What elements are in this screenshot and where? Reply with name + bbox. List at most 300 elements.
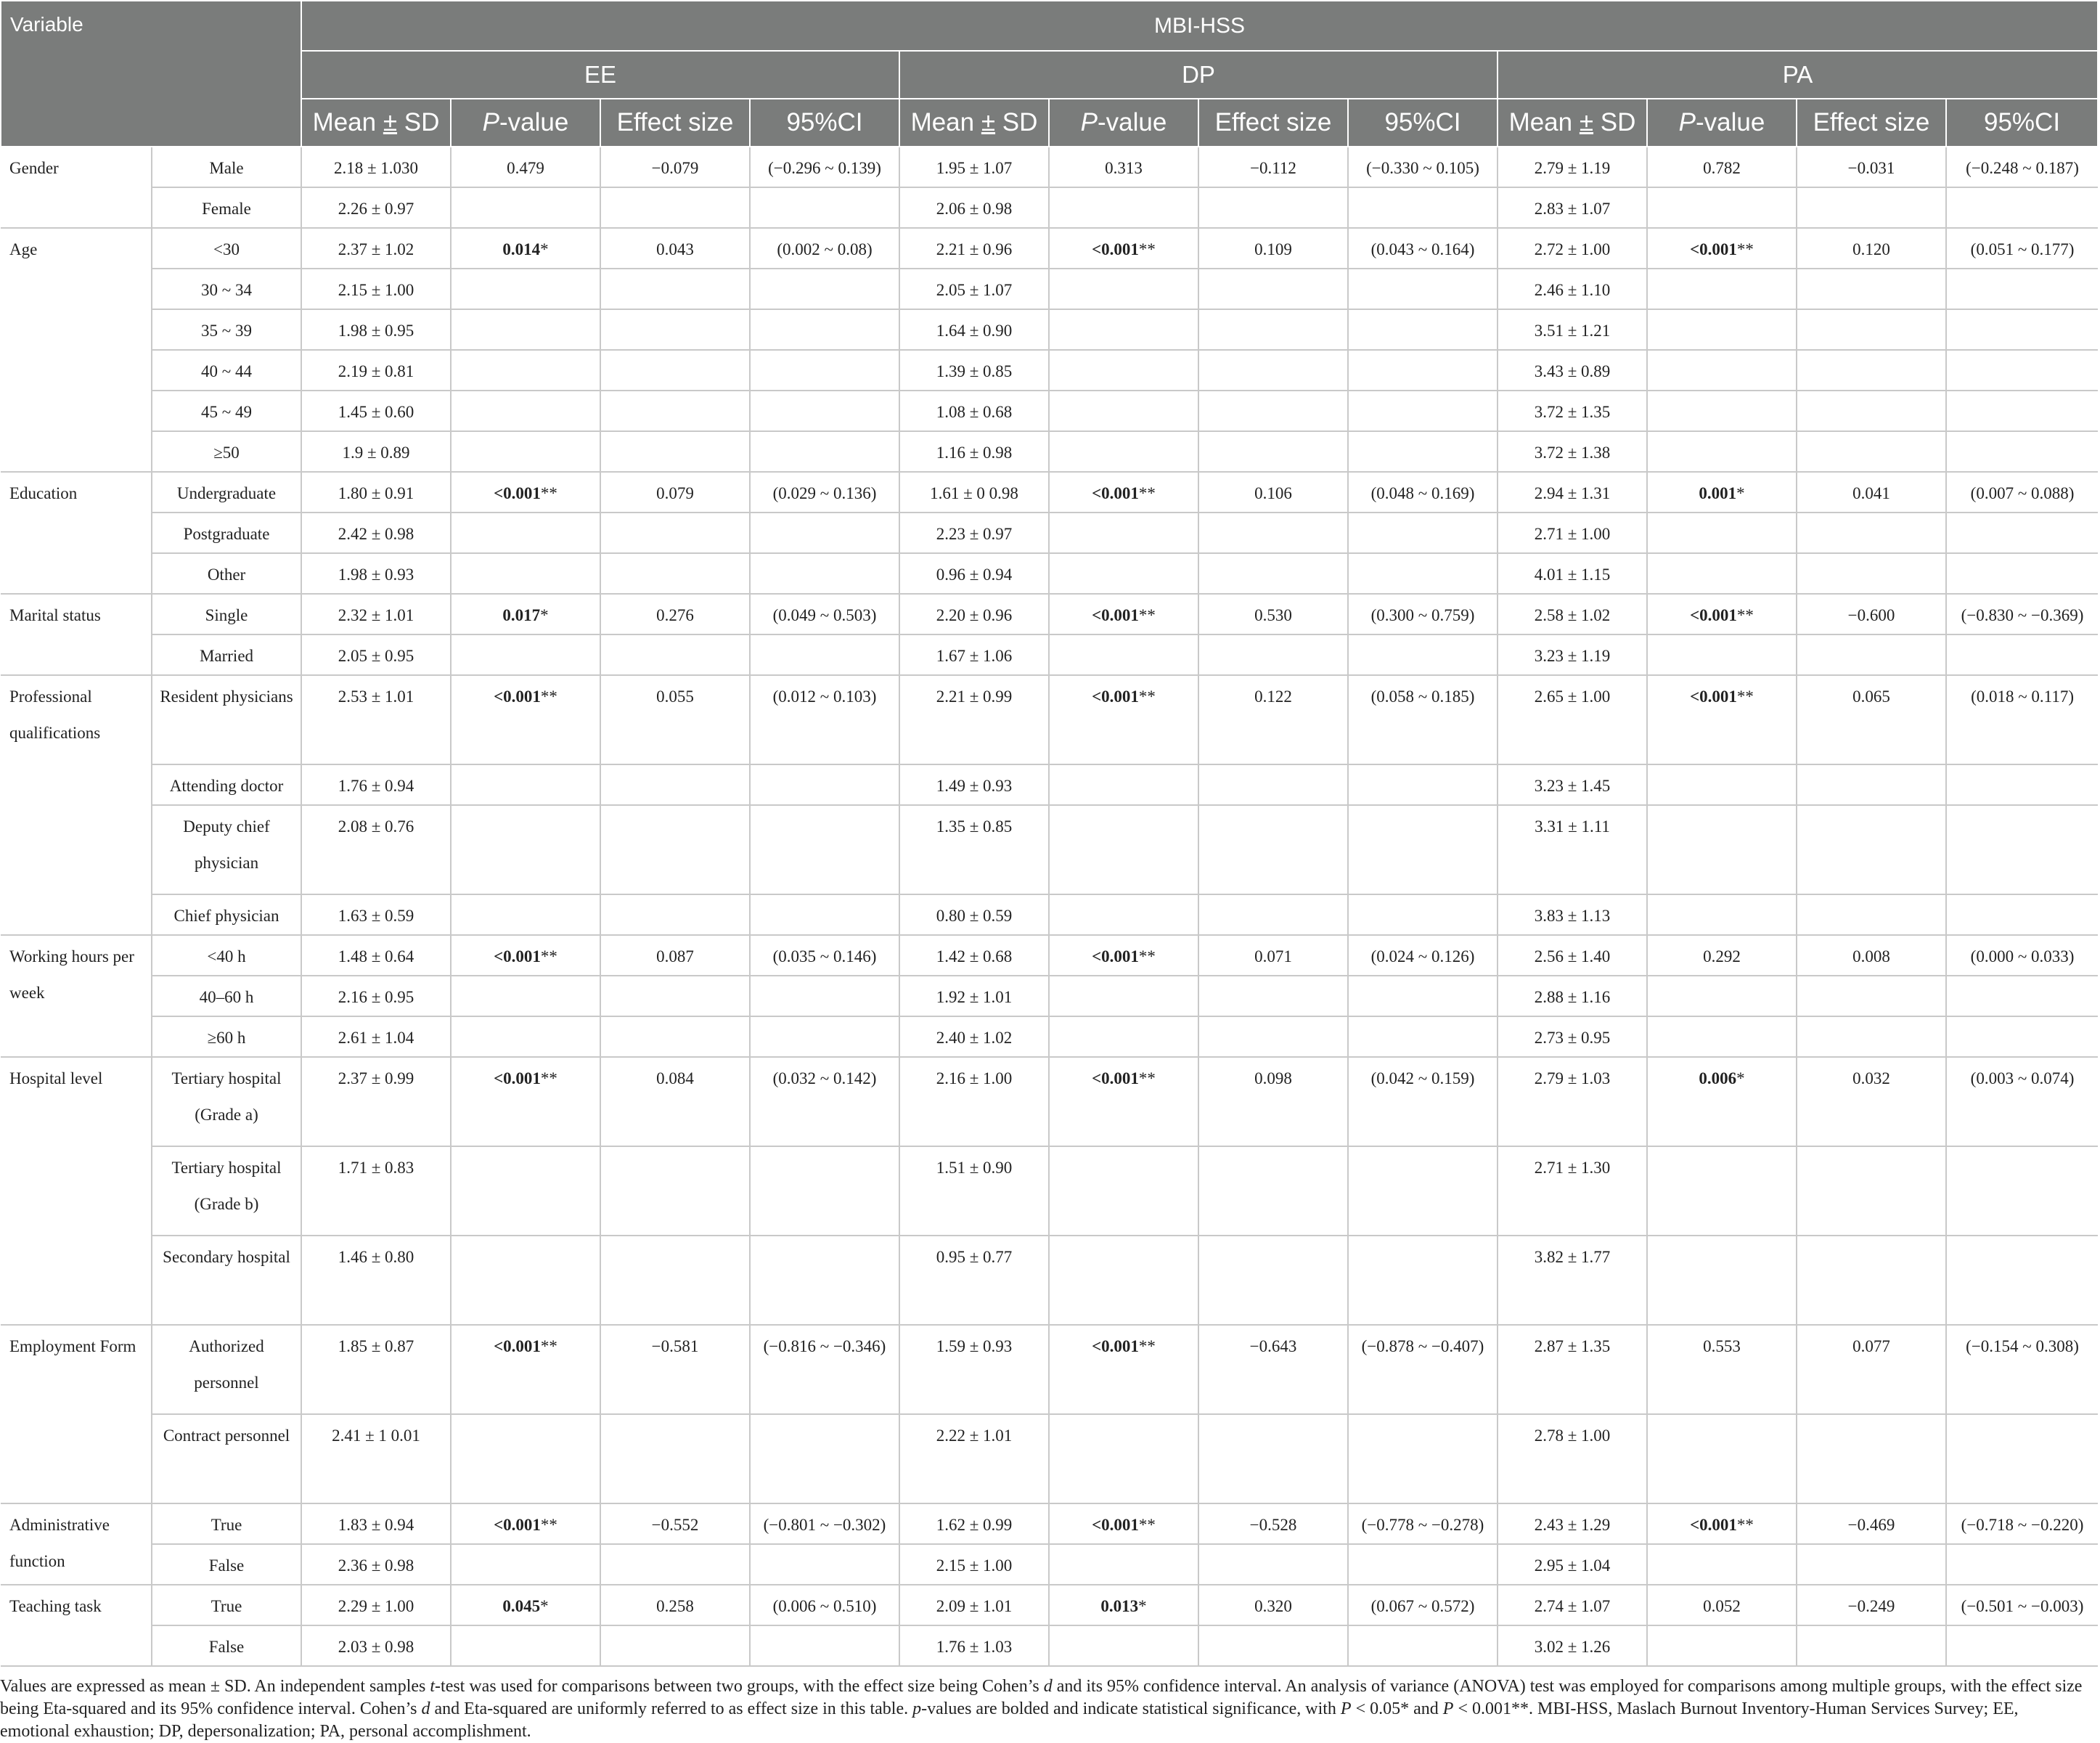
ee-effect-size — [600, 513, 750, 553]
header-col-dp-1 — [1049, 99, 1198, 147]
ee-mean-sd — [301, 764, 451, 805]
variable-label — [1, 1325, 152, 1503]
dp-p-value-number: <0.001 — [1092, 1337, 1139, 1355]
pa-p-value — [1647, 634, 1797, 675]
table-row — [1, 976, 2098, 1016]
ee-ci — [750, 1585, 899, 1625]
category-label — [152, 269, 301, 309]
header-col-text: 95%CI — [1384, 108, 1461, 136]
ee-ci-text: (0.029 ~ 0.136) — [772, 484, 877, 502]
pa-ci — [1946, 1016, 2098, 1057]
pa-p-value — [1647, 1544, 1797, 1585]
dp-p-value — [1049, 1146, 1198, 1236]
category-label-text: Tertiary hospital (Grade b) — [171, 1159, 282, 1213]
ee-p-value — [451, 513, 600, 553]
header-col-text: Mean — [1508, 108, 1580, 136]
dp-mean-sd — [899, 634, 1049, 675]
ee-effect-size — [600, 269, 750, 309]
ee-ci-text: (−0.296 ~ 0.139) — [768, 159, 881, 177]
dp-effect-size-text: 0.320 — [1254, 1597, 1292, 1615]
dp-effect-size-text: 0.122 — [1254, 687, 1292, 706]
pa-p-value — [1647, 935, 1797, 976]
pa-mean-sd-text: 2.79 ± 1.19 — [1534, 159, 1611, 177]
ee-p-value-number: 0.045 — [502, 1597, 541, 1615]
ee-effect-size — [600, 309, 750, 350]
ee-ci-text: (0.006 ~ 0.510) — [772, 1597, 877, 1615]
dp-ci — [1348, 1544, 1498, 1585]
category-label — [152, 350, 301, 391]
pa-p-value — [1647, 805, 1797, 894]
ee-mean-sd — [301, 634, 451, 675]
footnote-text: P — [1340, 1699, 1352, 1718]
dp-mean-sd — [899, 228, 1049, 269]
dp-p-value-number: <0.001 — [1092, 1516, 1139, 1534]
pa-p-value — [1647, 1146, 1797, 1236]
ee-effect-size — [600, 1414, 750, 1503]
ee-mean-sd-text: 1.83 ± 0.94 — [338, 1516, 414, 1534]
pa-effect-size — [1797, 269, 1946, 309]
ee-mean-sd-text: 2.61 ± 1.04 — [338, 1029, 414, 1047]
ee-mean-sd — [301, 1146, 451, 1236]
dp-effect-size — [1198, 976, 1348, 1016]
ee-effect-size — [600, 805, 750, 894]
dp-p-value-stars: ** — [1138, 1337, 1156, 1355]
category-label — [152, 513, 301, 553]
category-label — [152, 764, 301, 805]
pa-ci — [1946, 976, 2098, 1016]
variable-label — [1, 594, 152, 675]
dp-mean-sd-text: 2.15 ± 1.00 — [936, 1556, 1013, 1575]
pa-mean-sd — [1498, 594, 1647, 634]
ee-p-value — [451, 350, 600, 391]
table-row — [1, 1503, 2098, 1544]
ee-p-value-number: <0.001 — [494, 687, 541, 706]
header-col-text: Effect size — [1813, 108, 1930, 136]
dp-ci-text: (0.042 ~ 0.159) — [1370, 1069, 1475, 1087]
dp-ci — [1348, 634, 1498, 675]
variable-label-text: Working hours per week — [9, 947, 134, 1002]
ee-effect-size-text: 0.276 — [656, 606, 694, 624]
pa-ci — [1946, 147, 2098, 187]
ee-p-value-number: <0.001 — [494, 484, 541, 502]
variable-label-text: Hospital level — [9, 1069, 103, 1087]
pa-p-value — [1647, 1057, 1797, 1146]
category-label-text: Tertiary hospital (Grade a) — [171, 1069, 282, 1124]
ee-ci — [750, 1414, 899, 1503]
category-label — [152, 391, 301, 431]
category-label — [152, 1544, 301, 1585]
dp-mean-sd — [899, 431, 1049, 472]
ee-mean-sd-text: 1.80 ± 0.91 — [338, 484, 414, 502]
pa-mean-sd — [1498, 976, 1647, 1016]
footnote-text: < 0.001**. MBI-HSS, Maslach Burnout Inventory-Human Services Survey; EE, emotional exhaustion; DP, depersonalization; PA, personal accomplishment. — [0, 1699, 2019, 1741]
category-label-text: True — [211, 1516, 242, 1534]
ee-mean-sd-text: 1.46 ± 0.80 — [338, 1248, 414, 1266]
ee-mean-sd — [301, 147, 451, 187]
ee-ci-text: (0.032 ~ 0.142) — [772, 1069, 877, 1087]
table-row — [1, 391, 2098, 431]
dp-p-value-number: <0.001 — [1092, 484, 1139, 502]
dp-p-value-stars: * — [1138, 1597, 1147, 1615]
table-row — [1, 472, 2098, 513]
dp-effect-size — [1198, 764, 1348, 805]
dp-mean-sd-text: 1.62 ± 0.99 — [936, 1516, 1013, 1534]
dp-ci — [1348, 1625, 1498, 1666]
dp-p-value — [1049, 1585, 1198, 1625]
pa-ci-text: (−0.830 ~ −0.369) — [1961, 606, 2084, 624]
dp-ci — [1348, 1585, 1498, 1625]
ee-ci — [750, 894, 899, 935]
table-row — [1, 513, 2098, 553]
footnote-text: < 0.05* and — [1351, 1699, 1443, 1718]
ee-effect-size — [600, 391, 750, 431]
pa-mean-sd — [1498, 431, 1647, 472]
ee-mean-sd — [301, 431, 451, 472]
category-label-text: 30 ~ 34 — [201, 281, 252, 299]
header-dp: DP — [899, 51, 1498, 99]
dp-effect-size — [1198, 1585, 1348, 1625]
pa-mean-sd-text: 3.82 ± 1.77 — [1534, 1248, 1611, 1266]
category-label-text: Undergraduate — [176, 484, 277, 502]
table-row — [1, 1057, 2098, 1146]
dp-ci-text: (0.024 ~ 0.126) — [1370, 947, 1475, 966]
pa-mean-sd — [1498, 553, 1647, 594]
pa-mean-sd-text: 2.56 ± 1.40 — [1534, 947, 1611, 966]
pa-effect-size-text: −0.249 — [1847, 1597, 1895, 1615]
pa-p-value-number: <0.001 — [1690, 606, 1737, 624]
table-row — [1, 805, 2098, 894]
ee-mean-sd-text: 1.98 ± 0.95 — [338, 322, 414, 340]
pa-mean-sd-text: 2.74 ± 1.07 — [1534, 1597, 1611, 1615]
pa-mean-sd-text: 4.01 ± 1.15 — [1534, 566, 1611, 584]
dp-mean-sd-text: 1.61 ± 0 0.98 — [930, 484, 1018, 502]
pa-p-value — [1647, 187, 1797, 228]
category-label — [152, 1625, 301, 1666]
ee-mean-sd-text: 1.76 ± 0.94 — [338, 777, 414, 795]
dp-ci — [1348, 935, 1498, 976]
pa-mean-sd-text: 2.71 ± 1.30 — [1534, 1159, 1611, 1177]
pa-effect-size — [1797, 1544, 1946, 1585]
dp-mean-sd — [899, 391, 1049, 431]
table-row — [1, 553, 2098, 594]
dp-mean-sd-text: 1.92 ± 1.01 — [936, 988, 1013, 1006]
dp-mean-sd — [899, 675, 1049, 764]
ee-mean-sd — [301, 805, 451, 894]
dp-p-value-stars: ** — [1138, 240, 1156, 258]
pa-mean-sd — [1498, 675, 1647, 764]
ee-p-value — [451, 472, 600, 513]
pa-p-value — [1647, 350, 1797, 391]
pa-mean-sd — [1498, 1414, 1647, 1503]
dp-ci-text: (0.058 ~ 0.185) — [1370, 687, 1475, 706]
dp-mean-sd-text: 2.21 ± 0.96 — [936, 240, 1013, 258]
pa-p-value-number: 0.006 — [1699, 1069, 1737, 1087]
pa-p-value-stars: * — [1736, 484, 1745, 502]
pa-ci-text: (−0.718 ~ −0.220) — [1961, 1516, 2084, 1534]
dp-mean-sd-text: 1.16 ± 0.98 — [936, 444, 1013, 462]
table-body — [1, 147, 2098, 1666]
ee-mean-sd-text: 1.63 ± 0.59 — [338, 907, 414, 925]
pa-effect-size-text: 0.041 — [1852, 484, 1890, 502]
dp-effect-size-text: 0.071 — [1254, 947, 1292, 966]
pa-ci — [1946, 1414, 2098, 1503]
dp-mean-sd-text: 1.67 ± 1.06 — [936, 647, 1013, 665]
pa-p-value — [1647, 391, 1797, 431]
ee-effect-size — [600, 764, 750, 805]
pa-p-value — [1647, 147, 1797, 187]
ee-ci-text: (0.002 ~ 0.08) — [777, 240, 873, 258]
dp-effect-size — [1198, 391, 1348, 431]
pa-mean-sd-text: 2.73 ± 0.95 — [1534, 1029, 1611, 1047]
ee-effect-size — [600, 894, 750, 935]
pa-effect-size — [1797, 805, 1946, 894]
header-col-pa-2 — [1797, 99, 1946, 147]
pa-effect-size — [1797, 1625, 1946, 1666]
pa-p-value — [1647, 976, 1797, 1016]
ee-mean-sd-text: 1.45 ± 0.60 — [338, 403, 414, 421]
pa-mean-sd-text: 2.43 ± 1.29 — [1534, 1516, 1611, 1534]
dp-effect-size — [1198, 1544, 1348, 1585]
pa-mean-sd-text: 2.78 ± 1.00 — [1534, 1426, 1611, 1445]
ee-p-value-stars: ** — [540, 484, 557, 502]
ee-ci — [750, 675, 899, 764]
ee-p-value — [451, 553, 600, 594]
pa-ci — [1946, 431, 2098, 472]
dp-effect-size — [1198, 228, 1348, 269]
category-label — [152, 228, 301, 269]
category-label-text: False — [208, 1556, 245, 1575]
ee-p-value-number: <0.001 — [494, 1337, 541, 1355]
dp-ci — [1348, 147, 1498, 187]
pa-effect-size — [1797, 147, 1946, 187]
dp-p-value — [1049, 147, 1198, 187]
header-ee: EE — [301, 51, 899, 99]
ee-p-value — [451, 228, 600, 269]
dp-mean-sd — [899, 1057, 1049, 1146]
dp-p-value — [1049, 269, 1198, 309]
pa-mean-sd — [1498, 187, 1647, 228]
ee-p-value — [451, 894, 600, 935]
dp-effect-size — [1198, 1236, 1348, 1325]
dp-mean-sd — [899, 513, 1049, 553]
dp-effect-size-text: 0.109 — [1254, 240, 1292, 258]
pa-effect-size — [1797, 431, 1946, 472]
category-label — [152, 1236, 301, 1325]
header-col-text: ± — [383, 108, 398, 136]
table-row — [1, 894, 2098, 935]
ee-effect-size-text: 0.043 — [656, 240, 694, 258]
pa-ci — [1946, 1544, 2098, 1585]
ee-ci — [750, 391, 899, 431]
footnote-text: Values are expressed as mean ± SD. An independent samples — [0, 1677, 430, 1696]
pa-mean-sd — [1498, 1585, 1647, 1625]
pa-ci — [1946, 1057, 2098, 1146]
dp-p-value — [1049, 634, 1198, 675]
ee-mean-sd-text: 2.08 ± 0.76 — [338, 817, 414, 836]
dp-p-value — [1049, 594, 1198, 634]
dp-ci — [1348, 472, 1498, 513]
ee-ci — [750, 513, 899, 553]
dp-mean-sd — [899, 309, 1049, 350]
dp-p-value — [1049, 1057, 1198, 1146]
pa-p-value — [1647, 894, 1797, 935]
pa-effect-size — [1797, 894, 1946, 935]
header-col-pa-3 — [1946, 99, 2098, 147]
ee-mean-sd-text: 2.05 ± 0.95 — [338, 647, 414, 665]
ee-mean-sd-text: 2.03 ± 0.98 — [338, 1638, 414, 1656]
pa-mean-sd — [1498, 1503, 1647, 1544]
pa-mean-sd-text: 3.02 ± 1.26 — [1534, 1638, 1611, 1656]
pa-ci-text: (0.018 ~ 0.117) — [1971, 687, 2074, 706]
dp-effect-size — [1198, 1503, 1348, 1544]
pa-mean-sd — [1498, 634, 1647, 675]
pa-effect-size — [1797, 634, 1946, 675]
variable-label — [1, 935, 152, 1057]
ee-p-value — [451, 147, 600, 187]
dp-p-value — [1049, 187, 1198, 228]
category-label — [152, 553, 301, 594]
dp-ci — [1348, 309, 1498, 350]
pa-p-value — [1647, 1585, 1797, 1625]
ee-effect-size-text: −0.552 — [651, 1516, 699, 1534]
ee-p-value-number: <0.001 — [494, 947, 541, 966]
dp-p-value — [1049, 553, 1198, 594]
dp-mean-sd-text: 2.20 ± 0.96 — [936, 606, 1013, 624]
category-label — [152, 147, 301, 187]
table-row — [1, 935, 2098, 976]
variable-label-text: Professional qualifications — [9, 687, 101, 742]
dp-mean-sd — [899, 1625, 1049, 1666]
pa-p-value — [1647, 1236, 1797, 1325]
category-label-text: Deputy chief physician — [183, 817, 270, 872]
ee-mean-sd-text: 1.48 ± 0.64 — [338, 947, 414, 966]
dp-effect-size-text: −0.112 — [1250, 159, 1296, 177]
dp-effect-size — [1198, 269, 1348, 309]
dp-ci-text: (−0.778 ~ −0.278) — [1361, 1516, 1484, 1534]
dp-p-value-number: 0.313 — [1105, 159, 1143, 177]
ee-p-value-stars: * — [540, 1597, 549, 1615]
pa-mean-sd — [1498, 1625, 1647, 1666]
ee-mean-sd-text: 2.19 ± 0.81 — [338, 362, 414, 380]
header-col-dp-0 — [899, 99, 1049, 147]
category-label-text: ≥60 h — [207, 1029, 246, 1047]
ee-p-value — [451, 594, 600, 634]
ee-mean-sd — [301, 935, 451, 976]
ee-p-value — [451, 1585, 600, 1625]
pa-ci — [1946, 269, 2098, 309]
ee-p-value — [451, 976, 600, 1016]
pa-p-value — [1647, 1503, 1797, 1544]
header-col-text: ± — [981, 108, 996, 136]
ee-mean-sd-text: 2.36 ± 0.98 — [338, 1556, 414, 1575]
pa-mean-sd-text: 2.87 ± 1.35 — [1534, 1337, 1611, 1355]
pa-p-value — [1647, 269, 1797, 309]
dp-effect-size — [1198, 594, 1348, 634]
dp-mean-sd — [899, 472, 1049, 513]
ee-mean-sd-text: 1.9 ± 0.89 — [342, 444, 410, 462]
category-label-text: Other — [207, 566, 246, 584]
pa-ci — [1946, 350, 2098, 391]
dp-mean-sd-text: 2.05 ± 1.07 — [936, 281, 1013, 299]
ee-p-value — [451, 269, 600, 309]
category-label-text: <40 h — [207, 947, 246, 966]
ee-p-value — [451, 1503, 600, 1544]
dp-p-value — [1049, 472, 1198, 513]
pa-ci — [1946, 472, 2098, 513]
dp-effect-size-text: −0.528 — [1249, 1516, 1297, 1534]
ee-effect-size-text: 0.079 — [656, 484, 694, 502]
category-label — [152, 309, 301, 350]
ee-mean-sd-text: 2.37 ± 1.02 — [338, 240, 414, 258]
pa-ci-text: (0.000 ~ 0.033) — [1970, 947, 2075, 966]
ee-p-value — [451, 1146, 600, 1236]
pa-effect-size-text: 0.065 — [1852, 687, 1890, 706]
pa-ci-text: (0.007 ~ 0.088) — [1970, 484, 2075, 502]
ee-ci — [750, 1625, 899, 1666]
table-row — [1, 187, 2098, 228]
header-col-text: -value — [1098, 108, 1167, 136]
ee-p-value-stars: ** — [540, 1337, 557, 1355]
category-label-text: 40–60 h — [199, 988, 254, 1006]
dp-ci — [1348, 1325, 1498, 1414]
pa-mean-sd-text: 3.31 ± 1.11 — [1535, 817, 1610, 836]
variable-label — [1, 1585, 152, 1666]
ee-ci — [750, 594, 899, 634]
table-header — [1, 1, 2098, 147]
dp-p-value — [1049, 894, 1198, 935]
ee-effect-size-text: −0.079 — [651, 159, 699, 177]
footnote-text: d — [421, 1699, 430, 1718]
pa-p-value-number: 0.553 — [1703, 1337, 1741, 1355]
pa-mean-sd — [1498, 513, 1647, 553]
dp-mean-sd — [899, 187, 1049, 228]
table-footnote — [0, 1667, 2098, 1743]
pa-mean-sd-text: 2.94 ± 1.31 — [1534, 484, 1611, 502]
dp-ci — [1348, 1146, 1498, 1236]
pa-effect-size — [1797, 472, 1946, 513]
header-col-text: Mean — [312, 108, 383, 136]
dp-p-value — [1049, 764, 1198, 805]
dp-p-value — [1049, 1325, 1198, 1414]
pa-ci — [1946, 309, 2098, 350]
ee-mean-sd — [301, 228, 451, 269]
dp-p-value — [1049, 805, 1198, 894]
dp-effect-size — [1198, 1414, 1348, 1503]
ee-ci — [750, 472, 899, 513]
category-label-text: Resident physicians — [160, 687, 293, 706]
dp-effect-size — [1198, 935, 1348, 976]
ee-ci — [750, 1544, 899, 1585]
ee-p-value — [451, 1236, 600, 1325]
ee-p-value-number: <0.001 — [494, 1069, 541, 1087]
dp-mean-sd — [899, 594, 1049, 634]
ee-effect-size — [600, 935, 750, 976]
ee-mean-sd — [301, 1057, 451, 1146]
pa-p-value — [1647, 513, 1797, 553]
ee-mean-sd — [301, 1503, 451, 1544]
table-row — [1, 1544, 2098, 1585]
variable-label-text: Age — [9, 240, 38, 258]
pa-ci — [1946, 228, 2098, 269]
dp-mean-sd — [899, 147, 1049, 187]
pa-p-value-stars: ** — [1736, 606, 1754, 624]
table-row — [1, 147, 2098, 187]
ee-ci — [750, 553, 899, 594]
pa-effect-size — [1797, 1585, 1946, 1625]
pa-p-value — [1647, 309, 1797, 350]
pa-effect-size — [1797, 1146, 1946, 1236]
ee-p-value — [451, 187, 600, 228]
